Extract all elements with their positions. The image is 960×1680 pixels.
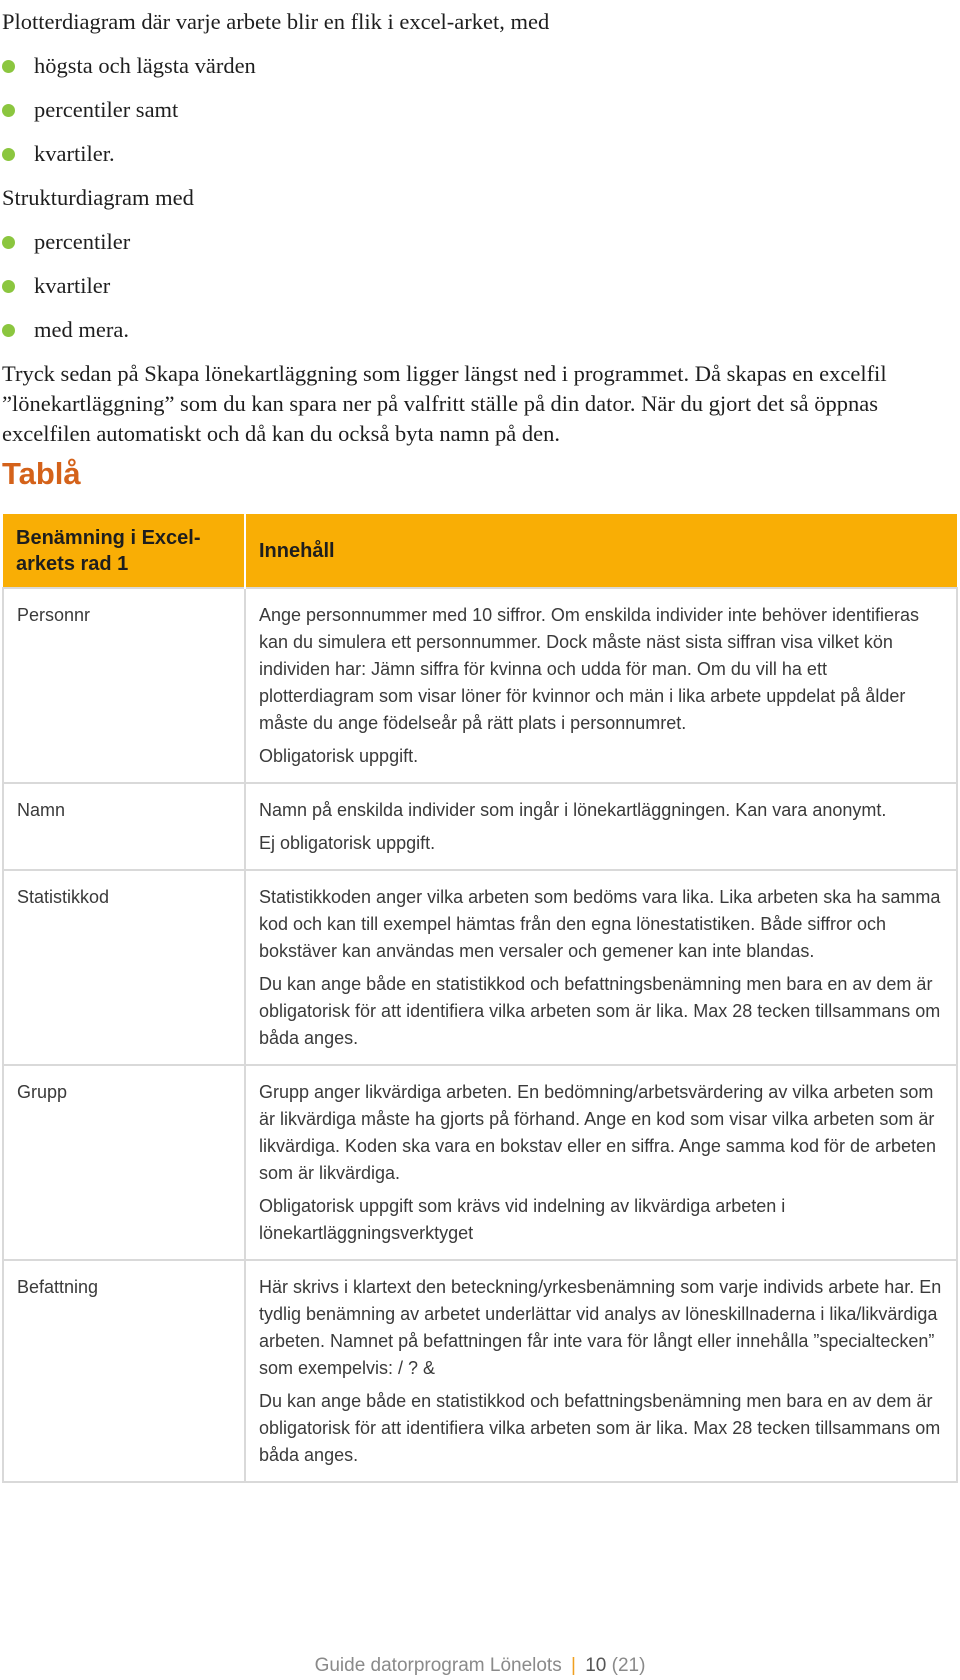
bullet-icon <box>2 60 15 73</box>
plot-bullet-list <box>2 44 952 176</box>
bullet-icon <box>2 324 15 337</box>
tablo-table <box>2 514 958 1483</box>
field-name: Statistikkod <box>3 870 245 1065</box>
content-note: Ej obligatorisk uppgift. <box>259 833 436 853</box>
bullet-text: kvartiler <box>34 273 111 298</box>
field-name: Grupp <box>3 1065 245 1260</box>
column-header-name: Benämning i Excel-arkets rad 1 <box>3 514 245 588</box>
field-content <box>245 1260 957 1482</box>
structure-intro-line: Strukturdiagram med <box>2 185 194 210</box>
bullet-text: med mera. <box>34 317 129 342</box>
table-row <box>3 1260 957 1482</box>
intro-section <box>2 0 952 449</box>
content-note: Obligatorisk uppgift som krävs vid indelning av likvärdiga arbeten i lönekartläggningsverktyget <box>259 1196 786 1243</box>
content-note: Du kan ange både en statistikkod och befattningsbenämning men bara en av dem är obligatorisk för att identifiera vilka arbeten som är lika. Max 28 tecken tillsammans om båda anges. <box>259 974 941 1048</box>
instruction-paragraph: Tryck sedan på Skapa lönekartläggning som ligger längst ned i programmet. Då skapas en excelfil ”lönekartläggning” som du kan spara ner på valfritt ställe på din dator. När du gjort det så öppnas excelfilen automatiskt och då kan du också byta namn på den. <box>2 361 887 446</box>
bullet-item <box>2 308 952 352</box>
table-row <box>3 588 957 783</box>
field-name: Personnr <box>3 588 245 783</box>
page-footer <box>0 1655 960 1677</box>
content-paragraph: Ange personnummer med 10 siffror. Om enskilda individer inte behöver identifieras kan du simulera ett personnummer. Dock måste näst sista siffran visa vilket kön individen har: Jämn siffra för kvinna och udda för man. Om du vill ha ett plotterdiagram som visar löner för kvinnor och män i lika arbete uppdelat på ålder måste du ange födelseår på rätt plats i personnumret. <box>259 605 920 733</box>
footer-title: Guide datorprogram Lönelots <box>314 1655 562 1676</box>
structure-bullet-list <box>2 220 952 352</box>
field-content <box>245 783 957 870</box>
bullet-item <box>2 44 952 88</box>
field-content <box>245 1065 957 1260</box>
content-paragraph: Grupp anger likvärdiga arbeten. En bedömning/arbetsvärdering av vilka arbeten som är likvärdiga måste ha gjorts på förhand. Ange en kod som visar vilka arbeten som är likvärdiga. Koden ska vara en bokstav eller en siffra. Ange samma kod för de arbeten som är likvärdiga. <box>259 1082 937 1183</box>
field-name: Namn <box>3 783 245 870</box>
page-total: (21) <box>611 1655 646 1676</box>
bullet-item <box>2 220 952 264</box>
field-content <box>245 870 957 1065</box>
table-row <box>3 1065 957 1260</box>
bullet-item <box>2 88 952 132</box>
bullet-icon <box>2 236 15 249</box>
table-row <box>3 783 957 870</box>
field-content <box>245 588 957 783</box>
page-number: 10 <box>585 1655 607 1676</box>
content-note: Du kan ange både en statistikkod och befattningsbenämning men bara en av dem är obligatorisk för att identifiera vilka arbeten som är lika. Max 28 tecken tillsammans om båda anges. <box>259 1391 941 1465</box>
bullet-icon <box>2 148 15 161</box>
plot-intro-line: Plotterdiagram där varje arbete blir en flik i excel-arket, med <box>2 9 550 34</box>
section-heading: Tablå <box>2 456 81 491</box>
bullet-text: percentiler samt <box>34 97 179 122</box>
content-paragraph: Här skrivs i klartext den beteckning/yrkesbenämning som varje individs arbete har. En tydlig benämning av arbetet underlättar vid analys av löneskillnaderna i lika/likvärdiga arbeten. Namnet på befattningen får inte vara för långt eller innehålla ”specialtecken” som exempelvis: / ? & <box>259 1277 942 1378</box>
content-paragraph: Statistikkoden anger vilka arbeten som bedöms vara lika. Lika arbeten ska ha samma kod och kan till exempel hämtas från den egna lönestatistiken. Både siffror och bokstäver kan användas men versaler och gemener kan inte blandas. <box>259 887 941 961</box>
content-paragraph: Namn på enskilda individer som ingår i lönekartläggningen. Kan vara anonymt. <box>259 800 887 820</box>
bullet-item <box>2 132 952 176</box>
bullet-icon <box>2 104 15 117</box>
bullet-item <box>2 264 952 308</box>
bullet-text: percentiler <box>34 229 131 254</box>
table-header-row <box>3 514 957 588</box>
table-row <box>3 870 957 1065</box>
bullet-text: högsta och lägsta värden <box>34 53 256 78</box>
column-header-content: Innehåll <box>245 514 957 588</box>
bullet-text: kvartiler. <box>34 141 115 166</box>
bullet-icon <box>2 280 15 293</box>
field-name: Befattning <box>3 1260 245 1482</box>
content-note: Obligatorisk uppgift. <box>259 746 419 766</box>
footer-separator: | <box>571 1655 576 1676</box>
